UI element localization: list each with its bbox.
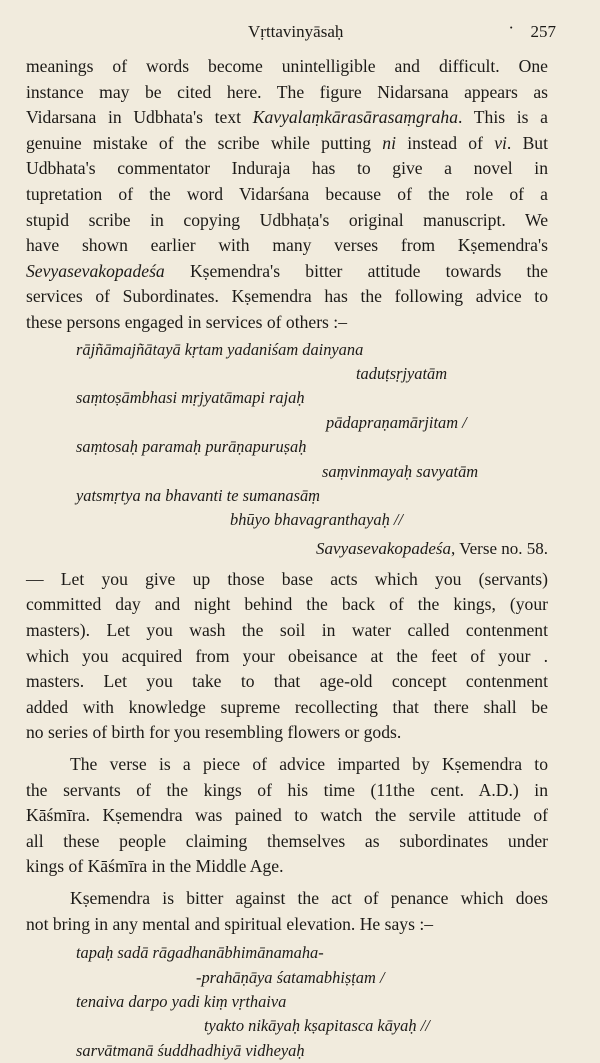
verse-line: rājñāmajñātayā kṛtam yadaniśam dainyana [76,339,364,359]
text-line: have shown earlier with many verses from Kṣemendra's [26,235,548,256]
text-line: tupretation of the word Vidarśana because of the role of a [26,183,548,204]
text-line: services of Subordinates. Kṣemendra has the following advice to [26,286,548,307]
italic-syllable: ni [382,132,396,153]
italic-syllable: vi [494,132,507,153]
text-line: Vidarsana in Udbhata's text Kavyalaṃkārasārasaṃgraha. This is a [26,107,548,128]
text-line: kings of Kāśmīra in the Middle Age. [26,856,284,877]
text-line: which you acquired from your obeisance at the feet of your . [26,645,548,666]
verse-line: saṃtoṣāmbhasi mṛjyatāmapi rajaḥ [76,388,305,408]
text-line: committed day and night behind the back of the kings, (your [26,594,548,615]
text-line: instance may be cited here. The figure Nidarsana appears as [26,81,548,102]
verse-line: tenaiva darpo yadi kiṃ vṛthaiva [76,991,287,1011]
text-line: — Let you give up those base acts which you (servants) [26,568,548,589]
paragraph-4 [26,886,548,937]
citation-rest: , Verse no. 58. [451,538,548,558]
text-line: The verse is a piece of advice imparted by Kṣemendra to [70,753,548,774]
citation-work: Savyasevakopadeśa [316,538,452,558]
italic-title: Sevyasevakopadeśa [26,260,165,281]
italic-title: Kavyalaṃkārasārasaṃgraha [252,107,458,128]
verse-line: saṃtosaḥ paramaḥ purāṇapuruṣaḥ [76,437,307,457]
verse-line: saṃvinmayaḥ savyatām [322,461,479,481]
text-line: these persons engaged in services of others :– [26,311,347,332]
text-line: not bring in any mental and spiritual elevation. He says :– [26,913,434,934]
text-line: no series of birth for you resembling flowers or gods. [26,722,402,743]
paragraph-2 [26,567,548,746]
text-line: stupid scribe in copying Udbhaṭa's original manuscript. We [26,209,548,230]
verse-2 [26,941,548,1063]
paragraph-3 [26,752,548,880]
page-number: 257 [530,22,556,41]
verse-line: tyakto nikāyaḥ kṣapitasca kāyaḥ // [204,1016,430,1036]
verse-line: tapaḥ sadā rāgadhanābhimānamaha- [76,943,324,963]
text-line: masters. Let you take to that age-old concept contenment [26,671,548,692]
text-line: Sevyasevakopadeśa Kṣemendra's bitter attitude towards the [26,260,548,281]
text-line: Kāśmīra. Kṣemendra was pained to watch the servile attitude of [26,805,548,826]
text-line: masters). Let you wash the soil in water called contenment [26,619,548,640]
page-header [26,18,556,48]
paragraph-1 [26,54,548,336]
verse-citation [26,537,548,561]
text-line: Kṣemendra is bitter against the act of penance which does [70,887,548,908]
text-line: added with knowledge supreme recollecting that there shall be [26,696,548,717]
verse-1 [26,338,548,533]
text-line: meanings of words become unintelligible and difficult. One [26,56,548,76]
text-line: Udbhata's commentator Induraja has to give a novel in [26,158,548,179]
verse-line: bhūyo bhavagranthayaḥ // [230,510,403,530]
verse-line: -prahāṇāya śatamabhiṣṭam / [196,967,385,987]
header-dot: · [508,18,514,37]
verse-line: yatsmṛtya na bhavanti te sumanasāṃ [76,485,321,505]
text-line: the servants of the kings of his time (11the cent. A.D.) in [26,779,548,800]
text-line: all these people claiming themselves as subordinates under [26,830,548,851]
verse-line: sarvātmanā śuddhadhiyā vidheyaḥ [76,1040,305,1060]
text-line: genuine mistake of the scribe while putting ni instead of vi. But [26,132,548,153]
running-title: Vṛttavinyāsaḥ [248,22,344,41]
verse-line: pādapraṇamārjitam / [326,412,467,432]
verse-line: taduṭsṛjyatām [356,363,448,383]
